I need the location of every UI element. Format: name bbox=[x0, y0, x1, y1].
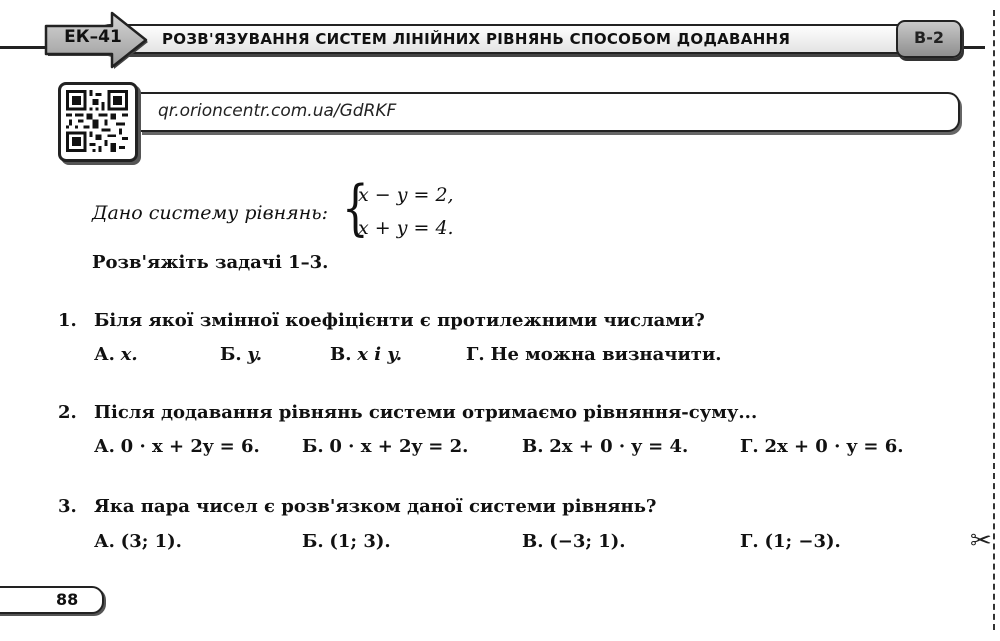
question-1-option-c[interactable]: В. x і y. bbox=[330, 344, 402, 365]
question-1-number: 1. bbox=[58, 310, 77, 331]
question-1-text: Біля якої змінної коефіцієнти є протилежними числами? bbox=[94, 310, 705, 331]
qr-url[interactable]: qr.orioncentr.com.ua/GdRKF bbox=[158, 101, 397, 121]
question-3-option-d[interactable]: Г. (1; −3). bbox=[740, 531, 841, 552]
question-3-number: 3. bbox=[58, 496, 77, 517]
question-3-option-a[interactable]: А. (3; 1). bbox=[94, 531, 182, 552]
question-3-option-b[interactable]: Б. (1; 3). bbox=[302, 531, 391, 552]
variant-badge: В-2 bbox=[896, 20, 962, 58]
equation-2: x + y = 4. bbox=[358, 217, 454, 239]
equation-1: x − y = 2, bbox=[358, 184, 454, 206]
question-2-option-a[interactable]: А. 0 · x + 2y = 6. bbox=[94, 436, 260, 457]
page-number: 88 bbox=[56, 590, 79, 609]
question-2-option-d[interactable]: Г. 2x + 0 · y = 6. bbox=[740, 436, 904, 457]
cut-line bbox=[993, 10, 995, 630]
question-3-option-c[interactable]: В. (−3; 1). bbox=[522, 531, 626, 552]
question-2-text: Після додавання рівнянь системи отримаємо рівняння-суму... bbox=[94, 402, 758, 423]
question-2-option-b[interactable]: Б. 0 · x + 2y = 2. bbox=[302, 436, 469, 457]
question-1-option-a[interactable]: А. x. bbox=[94, 344, 138, 365]
worksheet-code: ЕК–41 bbox=[64, 27, 122, 47]
scissors-icon: ✂ bbox=[970, 526, 992, 556]
page-number-tab bbox=[0, 586, 104, 614]
question-1-option-b[interactable]: Б. y. bbox=[220, 344, 263, 365]
instruction: Розв'яжіть задачі 1–3. bbox=[92, 252, 329, 273]
question-2-option-c[interactable]: В. 2x + 0 · y = 4. bbox=[522, 436, 689, 457]
question-1-option-d[interactable]: Г. Не можна визначити. bbox=[466, 344, 722, 365]
system-brace: { bbox=[342, 173, 369, 243]
question-3-text: Яка пара чисел є розв'язком даної системи рівнянь? bbox=[94, 496, 657, 517]
system-label: Дано систему рівнянь: bbox=[92, 202, 329, 224]
worksheet-title: РОЗВ'ЯЗУВАННЯ СИСТЕМ ЛІНІЙНИХ РІВНЯНЬ СПОСОБОМ ДОДАВАННЯ bbox=[162, 30, 791, 48]
question-2-number: 2. bbox=[58, 402, 77, 423]
qr-code-icon[interactable] bbox=[66, 90, 128, 152]
